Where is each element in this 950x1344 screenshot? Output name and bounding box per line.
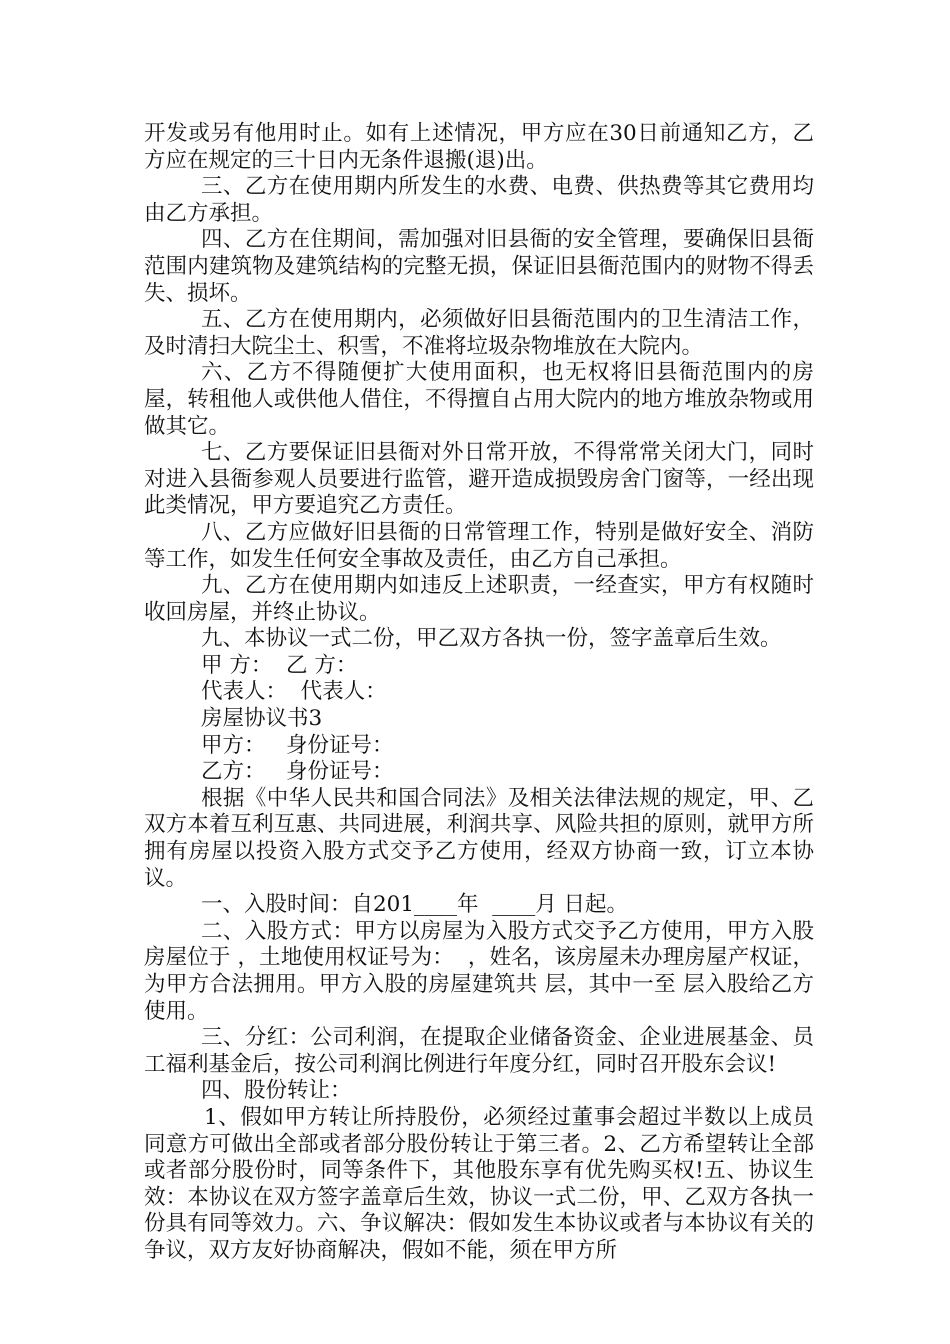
- paragraph: 六、乙方不得随便扩大使用面积，也无权将旧县衙范围内的房屋，转租他人或供他人借住，不得擅自占用大院内的地方堆放杂物或用做其它。: [144, 360, 814, 439]
- section-title: 房屋协议书3: [201, 706, 323, 732]
- paragraph: 九、乙方在使用期内如违反上述职责，一经查实，甲方有权随时收回房屋，并终止协议。: [144, 573, 814, 625]
- paragraph: 三、乙方在使用期内所发生的水费、电费、供热费等其它费用均由乙方承担。: [144, 174, 814, 226]
- signature-line-representatives: 代表人： 代表人：: [201, 679, 387, 705]
- paragraph: 九、本协议一式二份，甲乙双方各执一份，签字盖章后生效。: [201, 626, 782, 652]
- paragraph: 四、股份转让：: [201, 1078, 352, 1104]
- party-b-id-line: 乙方： 身份证号：: [201, 759, 394, 785]
- paragraph: 七、乙方要保证旧县衙对外日常开放，不得常常关闭大门，同时对进入县衙参观人员要进行监管，避开造成损毁房舍门窗等，一经出现此类情况，甲方要追究乙方责任。: [144, 440, 814, 519]
- party-a-id-line: 甲方： 身份证号：: [201, 732, 394, 758]
- paragraph: 五、乙方在使用期内，必须做好旧县衙范围内的卫生清洁工作，及时清扫大院尘土、积雪，不准将垃圾杂物堆放在大院内。: [144, 307, 814, 359]
- paragraph: 一、入股时间：自201____年 ____月 日起。: [201, 892, 629, 918]
- paragraph: 二、入股方式：甲方以房屋为入股方式交予乙方使用，甲方入股房屋位于 ，土地使用权证号为： ，姓名，该房屋未办理房屋产权证，为甲方合法拥用。甲方入股的房屋建筑共 层，其中一至 层入股给乙方使用。: [144, 918, 814, 1024]
- signature-line-parties: 甲 方： 乙 方：: [201, 652, 358, 678]
- paragraph: 四、乙方在住期间，需加强对旧县衙的安全管理，要确保旧县衙范围内建筑物及建筑结构的完整无损，保证旧县衙范围内的财物不得丢失、损坏。: [144, 227, 814, 306]
- paragraph: 根据《中华人民共和国合同法》及相关法律法规的规定，甲、乙双方本着互利互惠、共同进展，利润共享、风险共担的原则，就甲方所拥有房屋以投资入股方式交予乙方使用，经双方协商一致，订立本协议。: [144, 785, 814, 891]
- document-body: [144, 121, 814, 1265]
- paragraph: 三、分红：公司利润，在提取企业储备资金、企业进展基金、员工福利基金后，按公司利润比例进行年度分红，同时召开股东会议!: [144, 1025, 814, 1077]
- paragraph: 开发或另有他用时止。如有上述情况，甲方应在30日前通知乙方，乙方应在规定的三十日内无条件退搬(退)出。: [144, 121, 814, 173]
- paragraph: 八、乙方应做好旧县衙的日常管理工作，特别是做好安全、消防等工作，如发生任何安全事故及责任，由乙方自己承担。: [144, 519, 814, 572]
- paragraph: 1、假如甲方转让所持股份，必须经过董事会超过半数以上成员同意方可做出全部或者部分股份转让于第三者。2、乙方希望转让全部或者部分股份时，同等条件下，其他股东享有优先购买权!五、协议生效：本协议在双方签字盖章后生效，协议一式二份，甲、乙双方各执一份具有同等效力。六、争议解决：假如发生本协议或者与本协议有关的争议，双方友好协商解决，假如不能，须在甲方所: [144, 1104, 814, 1263]
